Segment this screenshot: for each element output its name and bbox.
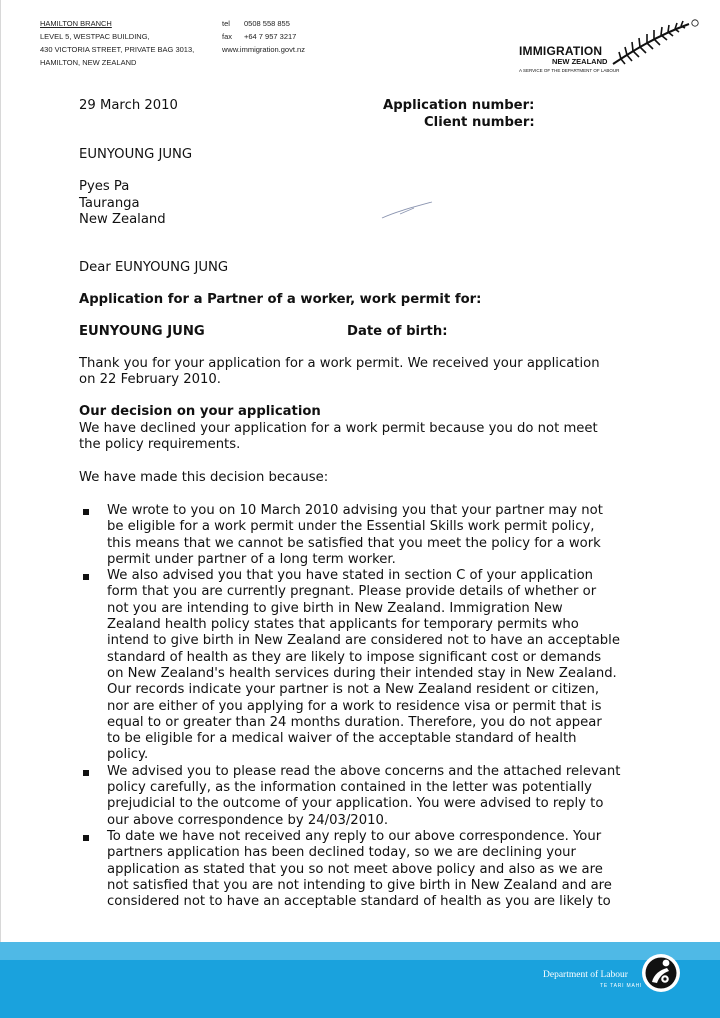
bullet-line: prejudicial to the outcome of your application. You were advised to reply to: [107, 796, 604, 812]
fax-row: [222, 30, 305, 43]
tel-row: [222, 17, 305, 30]
client-number-label: Client number:: [424, 115, 535, 130]
website: www.immigration.govt.nz: [222, 45, 305, 54]
recipient-address-line: Pyes Pa: [79, 179, 130, 195]
bullet-line: policy.: [107, 747, 149, 763]
bullet-line: equal to or greater than 24 months duration. Therefore, you do not appear: [107, 714, 602, 730]
bullet-line: partners application has been declined today, so we are declining your: [107, 845, 576, 861]
silver-fern-icon: [611, 18, 701, 66]
reason-bullet: [79, 503, 620, 568]
bullet-marker: [83, 509, 89, 515]
decision-heading: Our decision on your application: [79, 404, 321, 419]
logo-tagline: A SERVICE OF THE DEPARTMENT OF LABOUR: [519, 68, 620, 73]
bullet-line: our above correspondence by 24/03/2010.: [107, 812, 389, 828]
bullet-marker: [83, 835, 89, 841]
tel-value: 0508 558 855: [244, 19, 290, 28]
bullet-marker: [83, 574, 89, 580]
bullet-line: policy carefully, as the information contained in the letter was potentially: [107, 780, 592, 796]
paragraph-line: We have declined your application for a work permit because you do not meet: [79, 421, 598, 436]
department-name: Department of Labour: [543, 970, 628, 980]
fax-value: +64 7 957 3217: [244, 32, 297, 41]
department-of-labour-logo-icon: [640, 952, 682, 994]
bullet-line: standard of health as they are likely to impose significant cost or demands: [107, 649, 602, 665]
recipient-address-line: New Zealand: [79, 211, 166, 227]
bullet-line: be eligible for a work permit under the Essential Skills work permit policy,: [107, 519, 595, 535]
bullet-line: nor are either of you applying for a work to residence visa or permit that is: [107, 698, 602, 714]
bullet-line: To date we have not received any reply to our above correspondence. Your: [107, 828, 602, 844]
branch-address-line: HAMILTON BRANCH: [40, 19, 112, 28]
reasons-list: [79, 503, 620, 910]
bullet-line: We wrote to you on 10 March 2010 advising you that your partner may not: [107, 503, 603, 518]
bullet-line: not you are intending to give birth in New Zealand. Immigration New: [107, 600, 563, 616]
salutation: Dear EUNYOUNG JUNG: [79, 260, 229, 275]
department-maori-name: TE TARI MAHI: [600, 983, 643, 989]
bullet-line: Our records indicate your partner is not a New Zealand resident or citizen,: [107, 682, 600, 698]
recipient-name: EUNYOUNG JUNG: [79, 147, 193, 162]
bullet-line: considered not to have an acceptable standard of health as you are likely to: [107, 894, 611, 910]
tel-label: tel: [222, 19, 230, 28]
bullet-line: application as stated that you so not meet above policy and also as we are: [107, 861, 603, 877]
decision-paragraph: [79, 421, 598, 454]
bullet-line: Zealand health policy states that applicants for temporary permits who: [107, 617, 579, 633]
reason-intro: We have made this decision because:: [79, 470, 329, 485]
paragraph-line: Thank you for your application for a work permit. We received your application: [79, 356, 600, 371]
bullet-line: this means that we cannot be satisfied that you meet the policy for a work: [107, 535, 601, 551]
immigration-nz-logo: [515, 14, 710, 78]
bullet-line: intend to give birth in New Zealand are considered not to have an acceptable: [107, 633, 620, 649]
bullet-marker: [83, 770, 89, 776]
applicant-name: EUNYOUNG JUNG: [79, 324, 205, 339]
branch-address-line: LEVEL 5, WESTPAC BUILDING,: [40, 32, 150, 41]
branch-address-line: 430 VICTORIA STREET, PRIVATE BAG 3013,: [40, 45, 195, 54]
bullet-line: to be eligible for a medical waiver of the acceptable standard of health: [107, 731, 577, 747]
pen-mark: [380, 198, 440, 222]
branch-address: [40, 17, 194, 69]
bullet-line: We also advised you that you have stated in section C of your application: [107, 568, 594, 584]
paragraph-line: on 22 February 2010.: [79, 372, 221, 388]
logo-subtitle: NEW ZEALAND: [552, 57, 608, 66]
fax-label: fax: [222, 32, 233, 41]
reason-bullet: [79, 829, 620, 910]
letter-date: 29 March 2010: [79, 98, 178, 113]
date-of-birth-label: Date of birth:: [347, 324, 448, 339]
recipient-address-line: Tauranga: [79, 195, 140, 211]
paragraph-line: the policy requirements.: [79, 437, 241, 453]
bullet-line: form that you are currently pregnant. Please provide details of whether or: [107, 584, 597, 600]
bullet-line: permit under partner of a long term worker.: [107, 551, 396, 567]
intro-paragraph: [79, 356, 600, 389]
reason-bullet: [79, 764, 620, 829]
footer-band-highlight: [0, 942, 720, 960]
branch-address-line: HAMILTON, NEW ZEALAND: [40, 58, 137, 67]
bullet-line: We advised you to please read the above concerns and the attached relevant: [107, 763, 621, 779]
subject-line: Application for a Partner of a worker, work permit for:: [79, 292, 482, 307]
bullet-line: on New Zealand's health services during their intended stay in New Zealand.: [107, 665, 617, 681]
reason-bullet: [79, 568, 620, 764]
bullet-line: not satisfied that you are not intending to give birth in New Zealand and are: [107, 877, 612, 893]
logo-title: IMMIGRATION: [519, 44, 603, 58]
branch-contact: [222, 17, 305, 56]
application-number-label: Application number:: [383, 98, 535, 113]
recipient-address: [79, 147, 192, 228]
